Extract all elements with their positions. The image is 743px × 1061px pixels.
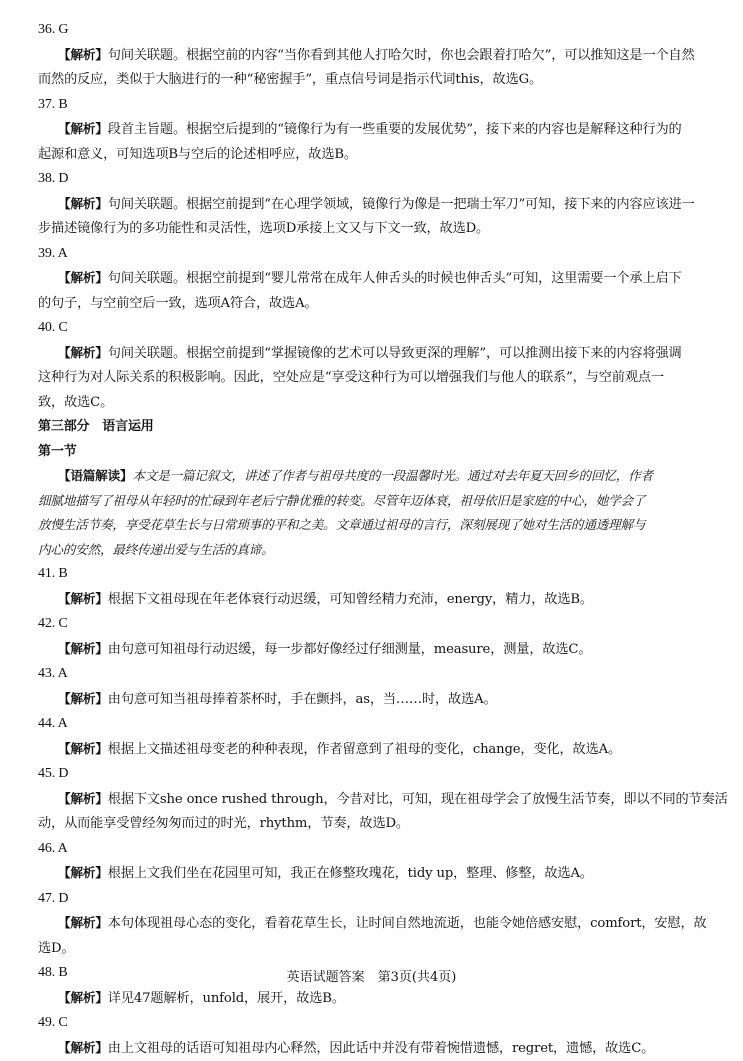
analysis-tag: 【解析】 [58,270,108,285]
passage-line: 放慢生活节奏，享受花草生长与日常琐事的平和之美。文章通过祖母的言行，深刻展现了她对生活的通透理解与 [38,513,705,538]
question-number: 47. D [38,887,705,912]
analysis-line: 【解析】由句意可知当祖母捧着茶杯时，手在颤抖，as，当……时，故选A。 [38,687,705,713]
question-number: 37. B [38,93,705,118]
analysis-line: 【解析】句间关联题。根据空前提到“在心理学领域，镜像行为像是一把瑞士军刀”可知，接下来的内容应该进一 [38,192,705,218]
item-49 [38,1011,705,1061]
item-36 [38,18,705,93]
passage-line: 【语篇解读】本文是一篇记叙文，讲述了作者与祖母共度的一段温馨时光。通过对去年夏天回乡的回忆，作者 [38,464,705,489]
item-38 [38,167,705,242]
analysis-tag: 【解析】 [58,791,108,806]
question-number: 42. C [38,612,705,637]
analysis-tag: 【解析】 [58,47,108,62]
question-number: 45. D [38,762,705,787]
question-number: 46. A [38,837,705,862]
analysis-line: 【解析】由句意可知祖母行动迟缓，每一步都好像经过仔细测量，measure，测量，故选C。 [38,637,705,663]
analysis-line: 动，从而能享受曾经匆匆而过的时光，rhythm，节奏，故选D。 [38,812,705,837]
analysis-tag: 【解析】 [58,345,108,360]
page-footer: 英语试题答案 第3页(共4页) [0,966,743,985]
question-number: 49. C [38,1011,705,1036]
analysis-line: 【解析】句间关联题。根据空前的内容“当你看到其他人打哈欠时，你也会跟着打哈欠”，可以推知这是一个自然 [38,43,705,69]
analysis-tag: 【解析】 [58,196,108,211]
question-number: 41. B [38,562,705,587]
analysis-tag: 【解析】 [58,1040,108,1055]
analysis-line: 而然的反应，类似于大脑进行的一种“秘密握手”，重点信号词是指示代词this，故选G。 [38,68,705,93]
analysis-line: 【解析】根据上文描述祖母变老的种种表现，作者留意到了祖母的变化，change，变化，故选A。 [38,737,705,763]
question-number: 48. B [38,961,705,986]
analysis-tag: 【解析】 [58,741,108,756]
question-number: 43. A [38,662,705,687]
analysis-line: 【解析】本句体现祖母心态的变化，看着花草生长，让时间自然地流逝，也能令她倍感安慰，comfort，安慰，故 [38,911,705,937]
item-42 [38,612,705,662]
analysis-line: 步描述镜像行为的多功能性和灵活性，选项D承接上文又与下文一致，故选D。 [38,217,705,242]
analysis-line: 【解析】根据上文我们坐在花园里可知，我正在修整玫瑰花，tidy up，整理、修整，故选A。 [38,861,705,887]
section-title: 第三部分 语言运用 [38,415,705,440]
passage-tag: 【语篇解读】 [58,468,132,483]
passage-line: 内心的安然，最终传递出爱与生活的真谛。 [38,538,705,563]
item-40 [38,316,705,415]
analysis-line: 【解析】根据下文祖母现在年老体衰行动迟缓，可知曾经精力充沛，energy，精力，故选B。 [38,587,705,613]
analysis-tag: 【解析】 [58,121,108,136]
analysis-tag: 【解析】 [58,865,108,880]
analysis-line: 【解析】段首主旨题。根据空后提到的“镜像行为有一些重要的发展优势”，接下来的内容也是解释这种行为的 [38,117,705,143]
item-44 [38,712,705,762]
analysis-tag: 【解析】 [58,691,108,706]
item-37 [38,93,705,168]
item-43 [38,662,705,712]
analysis-line: 【解析】句间关联题。根据空前提到“婴儿常常在成年人伸舌头的时候也伸舌头”可知，这里需要一个承上启下 [38,266,705,292]
analysis-tag: 【解析】 [58,641,108,656]
item-45 [38,762,705,837]
subsection-title: 第一节 [38,440,705,465]
passage-line: 细腻地描写了祖母从年轻时的忙碌到年老后宁静优雅的转变。尽管年迈体衰，祖母依旧是家庭的中心，她学会了 [38,489,705,514]
item-47 [38,887,705,962]
analysis-line: 起源和意义，可知选项B与空后的论述相呼应，故选B。 [38,143,705,168]
question-number: 44. A [38,712,705,737]
analysis-line: 【解析】句间关联题。根据空前提到“掌握镜像的艺术可以导致更深的理解”，可以推测出接下来的内容将强调 [38,341,705,367]
analysis-line: 的句子，与空前空后一致，选项A符合，故选A。 [38,292,705,317]
item-41 [38,562,705,612]
question-number: 39. A [38,242,705,267]
passage-interpretation [38,464,705,562]
item-46 [38,837,705,887]
analysis-line: 这种行为对人际关系的积极影响。因此，空处应是“享受这种行为可以增强我们与他人的联系”，与空前观点一 [38,366,705,391]
question-number: 36. G [38,18,705,43]
analysis-line: 【解析】根据下文she once rushed through，今昔对比，可知，现在祖母学会了放慢生活节奏，即以不同的节奏活 [38,787,705,813]
item-39 [38,242,705,317]
analysis-tag: 【解析】 [58,591,108,606]
analysis-tag: 【解析】 [58,990,108,1005]
analysis-tag: 【解析】 [58,915,108,930]
analysis-line: 【解析】由上文祖母的话语可知祖母内心释然，因此话中并没有带着惋惜遗憾，regret，遗憾，故选C。 [38,1036,705,1061]
question-number: 40. C [38,316,705,341]
question-number: 38. D [38,167,705,192]
analysis-line: 致，故选C。 [38,391,705,416]
analysis-line: 选D。 [38,937,705,962]
analysis-line: 【解析】详见47题解析，unfold，展开，故选B。 [38,986,705,1012]
